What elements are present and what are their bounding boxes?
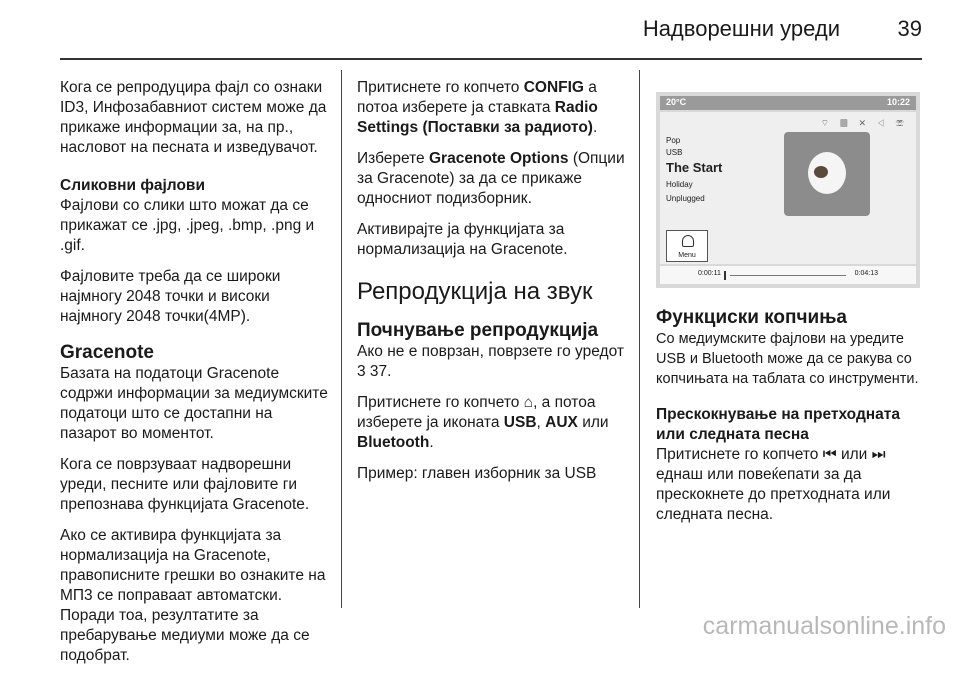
- text-run: Притиснете го копчето: [656, 446, 823, 463]
- heading-skip-track: Прескокнување на претходната или следната песна: [656, 406, 900, 443]
- progress-track: [730, 275, 846, 276]
- page-number: 39: [897, 16, 922, 41]
- paragraph-picture-types: Фајлови со слики што можат да се прикажат се .jpg, .jpeg, .bmp, .png и .gif.: [60, 197, 315, 254]
- dog-ear: [814, 166, 828, 178]
- screen-list-item: Pop: [666, 136, 681, 145]
- paragraph-gracenote-db: Базата на податоци Gracenote содржи информации за медиумските податоци што се достапни на пазарот во моментот.: [60, 365, 328, 442]
- usb-menu-screenshot: [656, 92, 920, 288]
- paragraph-id3: Кога се репродуцира фајл со ознаки ID3, Инфозабавниот систем може да прикаже информации за, на пр., насловот на песната и изведувачот.: [60, 79, 327, 156]
- column-3: [656, 307, 924, 536]
- progress-knob: [724, 271, 726, 280]
- text-run: Притиснете го копчето: [357, 79, 524, 96]
- text-run: а потоа изберете ја ставката: [357, 79, 597, 116]
- screen-menu-button: [666, 230, 708, 262]
- gracenote-options-label: Gracenote Options: [428, 150, 569, 167]
- section-skip: [656, 405, 924, 525]
- text-run: или: [577, 414, 609, 431]
- watermark: carmanualsonline.info: [702, 612, 946, 640]
- screen-list-item: Holiday: [666, 180, 693, 189]
- page-ref-icon: 3: [357, 363, 366, 380]
- screen-menu-label: Menu: [678, 252, 696, 259]
- heading-picture-files: Сликовни фајлови: [60, 177, 205, 194]
- radio-settings-label: Radio Settings (Поставки за радиото): [357, 99, 598, 136]
- header-rule: [60, 58, 922, 60]
- page-header: [0, 0, 960, 60]
- screen-progress-bar: [660, 266, 916, 284]
- paragraph-gracenote-normalize: Ако се активира функцијата за нормализација на Gracenote, правописните грешки во ознаките на МП3 се поправаат автоматски. Поради тоа, резултатите за пребарување медиуми може да се подобрат.: [60, 527, 326, 664]
- album-art: [784, 132, 870, 216]
- text-run: Притиснете го копчето: [357, 394, 524, 411]
- text-run: (Опции за Gracenote) за да се прикаже односниот подизборник.: [357, 150, 625, 207]
- text-run: , а потоа изберете ја иконата: [357, 394, 596, 431]
- text-run: еднаш или повеќепати за да прескокнете до претходната или следната песна.: [656, 466, 891, 523]
- usb-label: USB: [503, 414, 537, 431]
- screen-remaining: 0:04:13: [854, 270, 878, 277]
- text-run: или: [836, 446, 872, 463]
- previous-track-icon: ⏮: [822, 446, 837, 463]
- heading-function-buttons: Функциски копчиња: [656, 307, 848, 328]
- heading-start-playback: Почнување репродукција: [357, 320, 599, 341]
- paragraph-example: Пример: главен изборник за USB: [357, 465, 597, 482]
- screen-body: [660, 112, 916, 264]
- menu-icon: [682, 235, 694, 247]
- text-run: Изберете: [357, 150, 429, 167]
- text-run: .: [429, 434, 434, 451]
- text-run: .: [592, 119, 598, 136]
- heading-gracenote: Gracenote: [60, 342, 154, 363]
- next-track-icon: ⏭: [871, 446, 886, 463]
- column-2: [357, 78, 627, 495]
- paragraph-connect: [357, 342, 627, 382]
- header-title: Надворешни уреди: [642, 16, 840, 41]
- column-divider-2: [639, 70, 640, 608]
- text-run: Ако не е поврзан, поврзете го уредот: [357, 343, 624, 360]
- config-button-label: CONFIG: [523, 79, 584, 96]
- status-icons: ⌔ ▤ ✕ ◁ ☏: [820, 118, 908, 128]
- aux-label: AUX: [545, 414, 578, 431]
- heading-audio-playback: Репродукција на звук: [357, 278, 593, 305]
- bluetooth-label: Bluetooth: [357, 434, 430, 451]
- text-run: ,: [536, 414, 546, 431]
- screen-list-item: Unplugged: [666, 194, 705, 203]
- column-divider-1: [341, 70, 342, 608]
- screen-temperature: 20°C: [666, 97, 687, 107]
- paragraph-gracenote-recognize: Кога се поврзуваат надворешни уреди, песните или фајловите ги препознава функцијата Gracenote.: [60, 456, 310, 513]
- text-run: 37.: [365, 363, 392, 380]
- screen-clock: 10:22: [886, 97, 910, 107]
- column-1: [60, 78, 328, 677]
- paragraph-function-buttons: Со медиумските фајлови на уредите USB и Bluetooth може да се ракува со копчињата на таблата со инструменти.: [656, 331, 919, 387]
- screen-elapsed: 0:00:11: [698, 270, 721, 277]
- paragraph-activate: Активирајте ја функцијата за нормализација на Gracenote.: [357, 221, 568, 258]
- section-pictures: [60, 176, 328, 256]
- paragraph-picture-size: Фајловите треба да се широки најмногу 2048 точки и високи најмногу 2048 точки(4MP).: [60, 268, 281, 325]
- paragraph-config: [357, 78, 627, 138]
- paragraph-gracenote-options: [357, 149, 627, 209]
- paragraph-select-source: [357, 393, 627, 453]
- screen-status-bar: [660, 96, 916, 110]
- home-icon: ⌂: [523, 394, 534, 411]
- screen-list-item: The Start: [666, 160, 723, 175]
- screen-list-item: USB: [666, 148, 683, 157]
